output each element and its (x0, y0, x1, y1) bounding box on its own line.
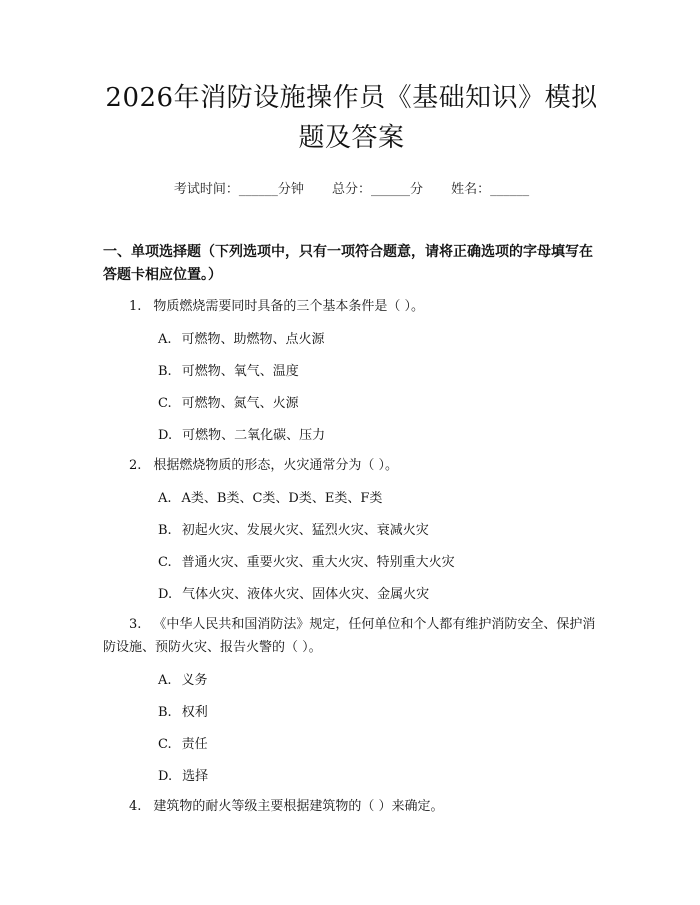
option-letter: A. (158, 673, 172, 688)
exam-name: 姓名：______ (451, 182, 530, 197)
section-heading: 一、单项选择题（下列选项中，只有一项符合题意，请将正确选项的字母填写在答题卡相应位置。） (103, 244, 593, 283)
exam-time: 考试时间：______分钟 (173, 182, 304, 197)
answer-option (103, 585, 600, 605)
question-text: 《中华人民共和国消防法》规定，任何单位和个人都有维护消防安全、保护消防设施、预防火灾、报告火警的（ ）。 (103, 617, 596, 655)
answer-option (103, 671, 600, 691)
answer-option (103, 735, 600, 755)
option-letter: D. (158, 587, 173, 602)
question-text: 建筑物的耐火等级主要根据建筑物的（ ）来确定。 (153, 799, 444, 814)
question-stem (103, 454, 600, 477)
option-text: 选择 (182, 769, 209, 784)
question-stem (103, 295, 600, 318)
option-letter: B. (158, 364, 172, 379)
option-text: 可燃物、氮气、火源 (181, 396, 299, 411)
option-letter: A. (158, 491, 172, 506)
option-letter: C. (158, 737, 172, 752)
option-text: 初起火灾、发展火灾、猛烈火灾、衰减火灾 (181, 523, 429, 538)
answer-option (103, 330, 600, 350)
option-letter: A. (158, 332, 172, 347)
question-number: 4. (129, 799, 142, 814)
option-letter: B. (158, 705, 172, 720)
page-title: 2026年消防设施操作员《基础知识》模拟题及答案 (105, 83, 598, 153)
answer-option (103, 553, 600, 573)
option-text: 权利 (181, 705, 208, 720)
question-number: 2. (129, 458, 142, 473)
question-list (103, 295, 600, 818)
answer-option (103, 362, 600, 382)
option-letter: C. (158, 555, 172, 570)
answer-option (103, 426, 600, 446)
question-number: 3. (129, 617, 142, 632)
option-text: 义务 (181, 673, 208, 688)
answer-option (103, 489, 600, 509)
option-letter: D. (158, 428, 173, 443)
option-text: 普通火灾、重要火灾、重大火灾、特别重大火灾 (181, 555, 455, 570)
option-text: A类、B类、C类、D类、E类、F类 (181, 491, 383, 506)
answer-option (103, 767, 600, 787)
exam-meta (103, 178, 600, 197)
question-stem (103, 795, 600, 818)
option-letter: B. (158, 523, 172, 538)
question-text: 物质燃烧需要同时具备的三个基本条件是（ ）。 (153, 299, 425, 314)
question-text: 根据燃烧物质的形态，火灾通常分为（ ）。 (153, 458, 399, 473)
option-text: 责任 (181, 737, 208, 752)
option-text: 可燃物、二氧化碳、压力 (182, 428, 326, 443)
answer-option (103, 521, 600, 541)
option-text: 可燃物、氧气、温度 (181, 364, 299, 379)
exam-score: 总分：______分 (331, 182, 423, 197)
option-letter: C. (158, 396, 172, 411)
answer-option (103, 703, 600, 723)
option-text: 气体火灾、液体火灾、固体火灾、金属火灾 (182, 587, 430, 602)
option-letter: D. (158, 769, 173, 784)
option-text: 可燃物、助燃物、点火源 (181, 332, 325, 347)
question-stem (103, 613, 600, 659)
answer-option (103, 394, 600, 414)
question-number: 1. (129, 299, 142, 314)
